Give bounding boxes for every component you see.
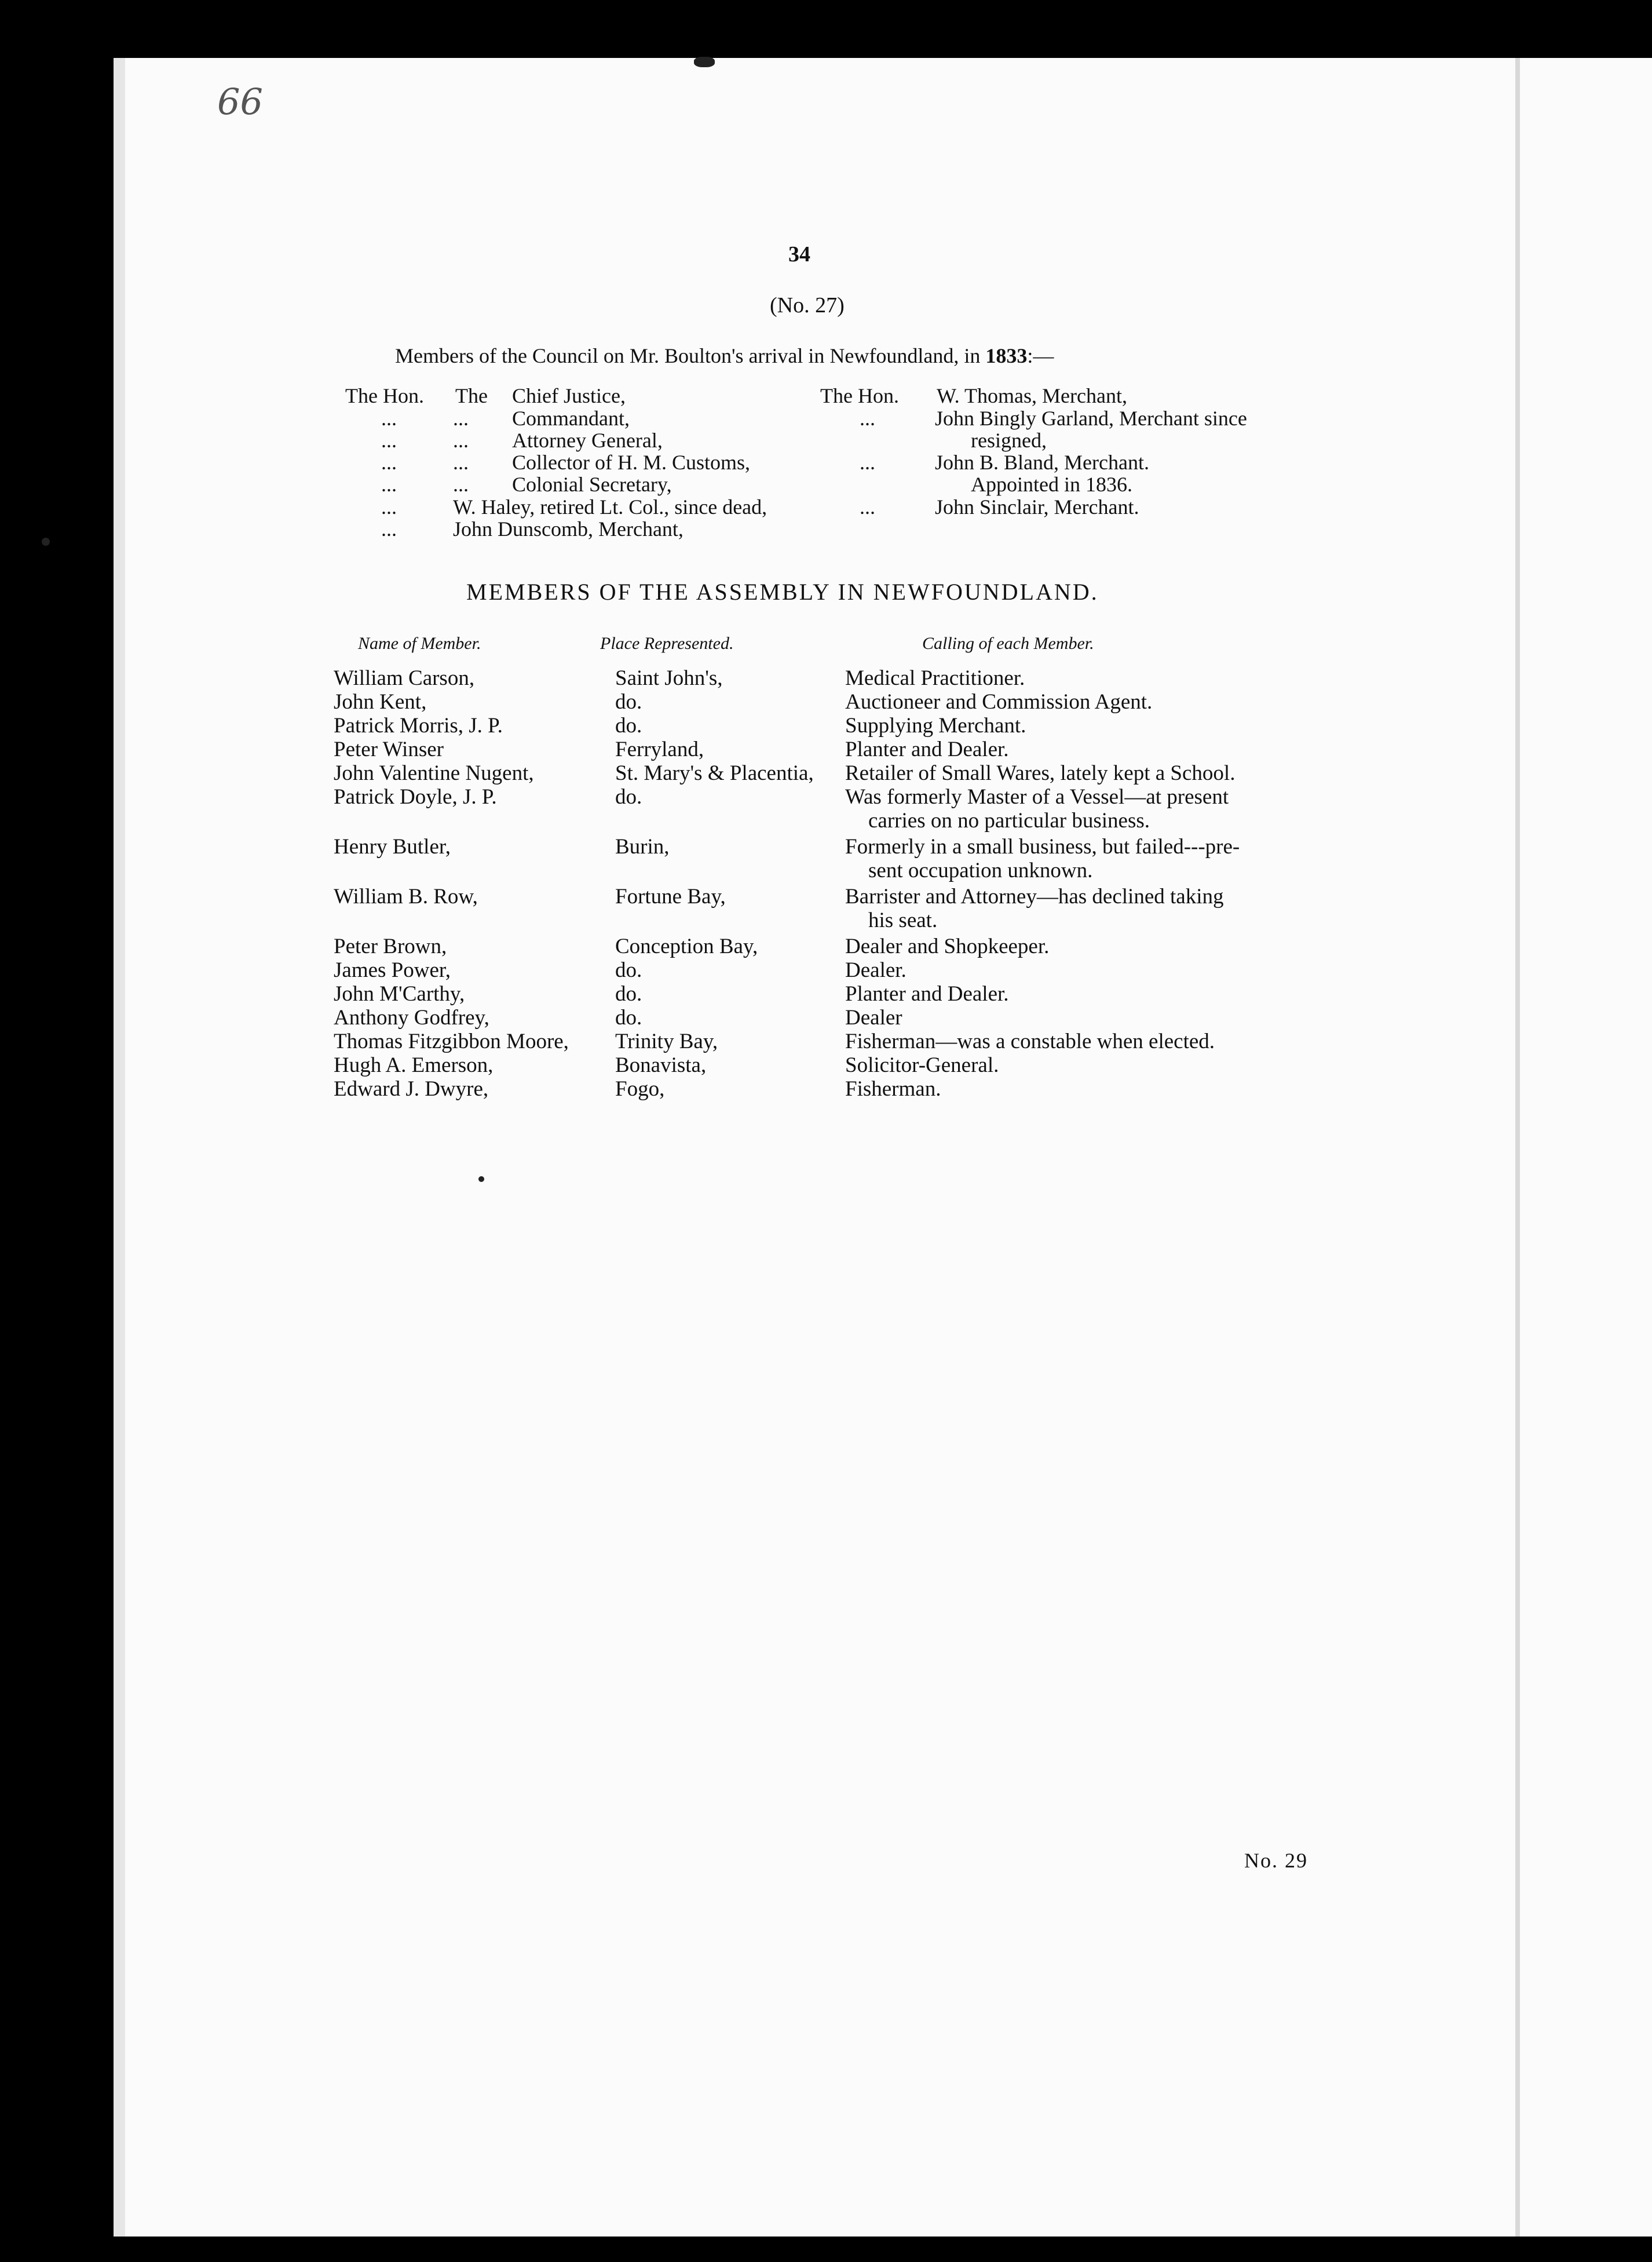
member-place: Trinity Bay, [615, 1030, 718, 1053]
document-number: (No. 27) [770, 293, 845, 318]
member-place: St. Mary's & Placentia, [615, 761, 814, 785]
member-place: do. [615, 982, 642, 1006]
member-name: John Kent, [334, 690, 427, 714]
council-right-prefix: ... [860, 495, 875, 519]
council-heading-text: Members of the Council on Mr. Boulton's arrival in Newfoundland, in [395, 344, 986, 367]
ink-speck [42, 538, 50, 546]
member-calling-cont: carries on no particular business. [868, 809, 1150, 833]
council-left-mid: ... [453, 451, 469, 474]
member-calling: Barrister and Attorney—has declined taking [845, 885, 1224, 909]
member-name: William Carson, [334, 666, 475, 690]
member-name: Edward J. Dwyre, [334, 1077, 489, 1101]
council-right-entry: John Bingly Garland, Merchant since [935, 407, 1247, 430]
page-fold-edge [1515, 58, 1520, 2237]
council-heading-year: 1833 [985, 344, 1028, 367]
member-name: Anthony Godfrey, [334, 1006, 489, 1030]
member-calling: Solicitor-General. [845, 1053, 999, 1077]
member-place: Saint John's, [615, 666, 723, 690]
council-left-mid: ... [453, 429, 469, 452]
member-place: do. [615, 714, 642, 738]
council-left-mid: ... [453, 473, 469, 496]
council-heading [395, 345, 1054, 366]
member-calling: Formerly in a small business, but failed---pre- [845, 835, 1240, 859]
member-calling: Fisherman. [845, 1077, 941, 1101]
member-calling: Dealer. [845, 958, 907, 982]
member-name: Patrick Doyle, J. P. [334, 785, 497, 809]
member-calling: Fisherman—was a constable when elected. [845, 1030, 1215, 1053]
member-name: Thomas Fitzgibbon Moore, [334, 1030, 569, 1053]
member-name: Patrick Morris, J. P. [334, 714, 503, 738]
council-left-prefix: ... [381, 495, 397, 519]
member-calling-cont: his seat. [868, 909, 938, 932]
margin-note: 66 [217, 81, 263, 123]
column-header-name: Name of Member. [358, 634, 481, 653]
council-right-entry: Appointed in 1836. [971, 473, 1132, 496]
member-place: Fortune Bay, [615, 885, 726, 909]
council-left-mid: ... [453, 407, 469, 430]
council-left-prefix: ... [381, 451, 397, 474]
member-place: do. [615, 785, 642, 809]
member-calling: Planter and Dealer. [845, 982, 1009, 1006]
page-left-edge [114, 58, 125, 2237]
council-left-entry: Collector of H. M. Customs, [512, 451, 750, 474]
council-left-entry: Commandant, [512, 407, 630, 430]
council-right-entry: John Sinclair, Merchant. [935, 495, 1139, 519]
member-calling: Planter and Dealer. [845, 738, 1009, 761]
member-calling: Dealer [845, 1006, 902, 1030]
council-left-prefix: ... [381, 517, 397, 541]
member-calling: Was formerly Master of a Vessel—at present [845, 785, 1229, 809]
council-left-entry: Attorney General, [512, 429, 663, 452]
member-place: Bonavista, [615, 1053, 707, 1077]
council-left-prefix: ... [381, 407, 397, 430]
council-left-entry: Chief Justice, [512, 384, 626, 407]
council-left-prefix: ... [381, 429, 397, 452]
council-left-prefix: ... [381, 473, 397, 496]
member-calling: Dealer and Shopkeeper. [845, 935, 1050, 958]
member-calling: Medical Practitioner. [845, 666, 1025, 690]
member-name: James Power, [334, 958, 451, 982]
ink-blot-top [694, 57, 715, 67]
member-place: do. [615, 690, 642, 714]
member-name: John M'Carthy, [334, 982, 465, 1006]
member-name: Peter Winser [334, 738, 444, 761]
member-place: Fogo, [615, 1077, 665, 1101]
footer-catchword: No. 29 [1244, 1849, 1308, 1872]
member-place: Conception Bay, [615, 935, 758, 958]
page-number: 34 [788, 242, 810, 267]
column-header-calling: Calling of each Member. [922, 634, 1094, 653]
council-right-entry: W. Thomas, Merchant, [937, 384, 1127, 407]
member-name: Hugh A. Emerson, [334, 1053, 494, 1077]
member-place: do. [615, 1006, 642, 1030]
council-heading-dash: :— [1027, 344, 1054, 367]
member-place: Ferryland, [615, 738, 704, 761]
member-calling: Supplying Merchant. [845, 714, 1026, 738]
council-left-entry: W. Haley, retired Lt. Col., since dead, [453, 495, 767, 519]
assembly-title: MEMBERS OF THE ASSEMBLY IN NEWFOUNDLAND. [466, 579, 1099, 605]
member-place: Burin, [615, 835, 670, 859]
member-name: John Valentine Nugent, [334, 761, 534, 785]
ink-speck [478, 1176, 484, 1182]
council-left-entry: Colonial Secretary, [512, 473, 672, 496]
council-left-mid: The [455, 384, 488, 407]
council-right-entry: John B. Bland, Merchant. [935, 451, 1149, 474]
member-calling: Auctioneer and Commission Agent. [845, 690, 1153, 714]
member-calling-cont: sent occupation unknown. [868, 859, 1093, 882]
member-name: William B. Row, [334, 885, 478, 909]
member-place: do. [615, 958, 642, 982]
council-right-entry: resigned, [971, 429, 1047, 452]
council-right-prefix: ... [860, 407, 875, 430]
council-left-prefix: The Hon. [345, 384, 424, 407]
council-right-prefix: ... [860, 451, 875, 474]
council-left-entry: John Dunscomb, Merchant, [453, 517, 684, 541]
member-calling: Retailer of Small Wares, lately kept a School. [845, 761, 1236, 785]
member-name: Henry Butler, [334, 835, 451, 859]
council-right-prefix: The Hon. [820, 384, 899, 407]
column-header-place: Place Represented. [600, 634, 734, 653]
member-name: Peter Brown, [334, 935, 447, 958]
